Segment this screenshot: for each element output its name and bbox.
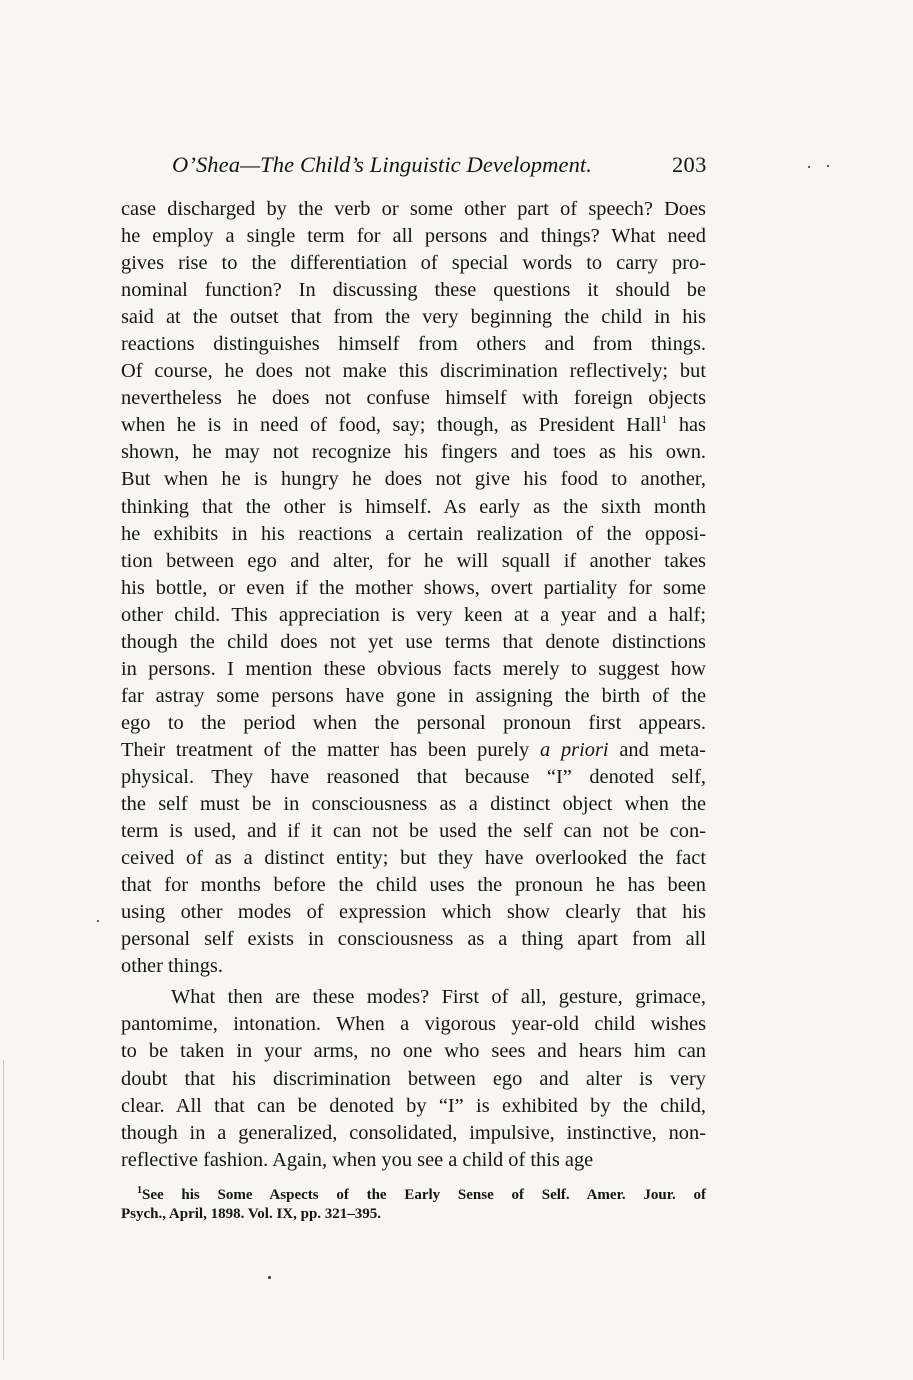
- text-line: Their treatment of the matter has been purely a priori and meta-: [121, 738, 706, 761]
- text-line: doubt that his discrimination between ego and alter is very: [121, 1067, 706, 1090]
- text-line: But when he is hungry he does not give his food to another,: [121, 468, 706, 491]
- body-text: [121, 196, 706, 1174]
- scan-edge-line: [3, 1060, 4, 1360]
- text-line: other child. This appreciation is very keen at a year and a half;: [121, 603, 706, 626]
- text-line: nevertheless he does not confuse himself with foreign objects: [121, 387, 706, 410]
- text-line: tion between ego and alter, for he will squall if another takes: [121, 549, 706, 572]
- text-line: clear. All that can be denoted by “I” is exhibited by the child,: [121, 1094, 706, 1117]
- text-line: reactions distinguishes himself from others and from things.: [121, 333, 706, 356]
- text-line: physical. They have reasoned that because “I” denoted self,: [121, 765, 706, 788]
- page-number: 203: [672, 152, 707, 177]
- scan-speck: [808, 166, 810, 168]
- text-line: personal self exists in consciousness as a thing apart from all: [121, 928, 706, 951]
- text-line: other things.: [121, 955, 223, 978]
- paragraph-1: [121, 196, 706, 980]
- text-line: that for months before the child uses the pronoun he has been: [121, 874, 706, 897]
- text-line: he employ a single term for all persons and things? What need: [121, 225, 706, 248]
- text-line: term is used, and if it can not be used the self can not be con-: [121, 820, 706, 843]
- text-line: thinking that the other is himself. As early as the sixth month: [121, 495, 706, 518]
- footnotes: [121, 1186, 706, 1224]
- text-line: when he is in need of food, say; though, as President Hall$^1$ has: [121, 412, 706, 437]
- text-line: pantomime, intonation. When a vigorous year-old child wishes: [121, 1013, 706, 1036]
- text-line: nominal function? In discussing these questions it should be: [121, 279, 706, 302]
- text-line: Of course, he does not make this discrimination reflectively; but: [121, 360, 706, 383]
- text-line: his bottle, or even if the mother shows, overt partiality for some: [121, 576, 706, 599]
- text-line: far astray some persons have gone in assigning the birth of the: [121, 684, 706, 707]
- text-line: though the child does not yet use terms that denote distinctions: [121, 630, 706, 653]
- text-line: ego to the period when the personal pronoun first appears.: [121, 711, 706, 734]
- text-line: in persons. I mention these obvious facts merely to suggest how: [121, 657, 706, 680]
- text-line: though in a generalized, consolidated, impulsive, instinctive, non-: [121, 1121, 706, 1144]
- running-header: [172, 148, 712, 182]
- running-title: O’Shea—The Child’s Linguistic Development.: [172, 152, 592, 177]
- text-line: said at the outset that from the very beginning the child in his: [121, 306, 706, 329]
- scan-speck: [827, 165, 829, 167]
- footnote-line: Psych., April, 1898. Vol. IX, pp. 321–395.: [121, 1206, 382, 1222]
- text-line: shown, he may not recognize his fingers and toes as his own.: [121, 441, 706, 464]
- text-line: What then are these modes? First of all, gesture, grimace,: [171, 986, 706, 1009]
- footnote-mark: 1: [137, 1185, 142, 1196]
- footnote-line: $^1$See his Some Aspects of the Early Sense of Self. Amer. Jour. of: [121, 1186, 706, 1205]
- text-line: case discharged by the verb or some other part of speech? Does: [121, 198, 706, 220]
- italic-phrase: a priori: [540, 738, 609, 761]
- text-line: ceived of as a distinct entity; but they have overlooked the fact: [121, 847, 706, 870]
- footnote-ref: 1: [661, 412, 668, 427]
- text-line: gives rise to the differentiation of special words to carry pro-: [121, 252, 706, 275]
- scan-speck: [268, 1276, 271, 1279]
- text-line: to be taken in your arms, no one who sees and hears him can: [121, 1040, 706, 1063]
- text-line: using other modes of expression which show clearly that his: [121, 901, 706, 924]
- paragraph-2: [121, 984, 706, 1173]
- text-line: reflective fashion. Again, when you see a child of this age: [121, 1148, 594, 1171]
- scan-speck: [97, 920, 99, 922]
- text-line: he exhibits in his reactions a certain realization of the opposi-: [121, 522, 706, 545]
- text-line: the self must be in consciousness as a distinct object when the: [121, 793, 706, 816]
